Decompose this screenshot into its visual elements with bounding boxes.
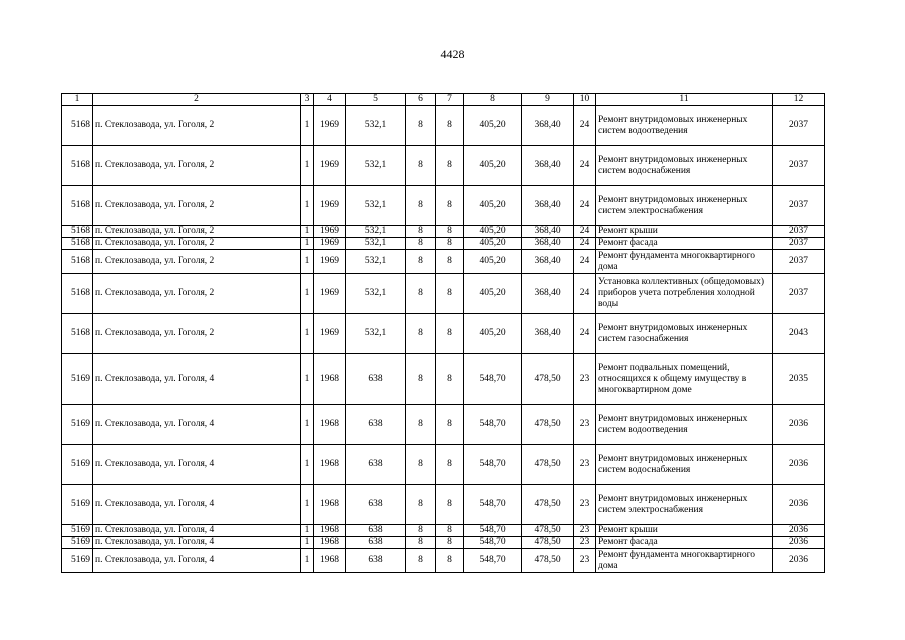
col9-cell: 368,40 bbox=[522, 250, 574, 274]
col10-cell: 24 bbox=[574, 238, 596, 250]
col9-cell: 478,50 bbox=[522, 485, 574, 525]
table-row bbox=[62, 445, 825, 485]
col3-cell: 1 bbox=[301, 537, 314, 549]
address-cell: п. Стеклозавода, ул. Гоголя, 4 bbox=[93, 485, 301, 525]
col8-cell: 548,70 bbox=[464, 549, 522, 573]
col7-cell: 8 bbox=[436, 314, 464, 354]
table-row bbox=[62, 186, 825, 226]
page-number: 4428 bbox=[440, 47, 465, 61]
header-cell: 3 bbox=[301, 94, 314, 106]
work-type-cell: Ремонт внутридомовых инженерных систем водоотведения bbox=[596, 106, 773, 146]
col3-cell: 1 bbox=[301, 525, 314, 537]
area-cell: 532,1 bbox=[346, 274, 406, 314]
col10-cell: 24 bbox=[574, 274, 596, 314]
address-cell: п. Стеклозавода, ул. Гоголя, 4 bbox=[93, 525, 301, 537]
area-cell: 638 bbox=[346, 549, 406, 573]
col6-cell: 8 bbox=[406, 250, 436, 274]
work-type-cell: Ремонт внутридомовых инженерных систем электроснабжения bbox=[596, 485, 773, 525]
col3-cell: 1 bbox=[301, 106, 314, 146]
col3-cell: 1 bbox=[301, 405, 314, 445]
col3-cell: 1 bbox=[301, 549, 314, 573]
table-row bbox=[62, 354, 825, 405]
object-id-cell: 5168 bbox=[62, 146, 93, 186]
address-cell: п. Стеклозавода, ул. Гоголя, 2 bbox=[93, 106, 301, 146]
object-id-cell: 5168 bbox=[62, 186, 93, 226]
col10-cell: 24 bbox=[574, 314, 596, 354]
col9-cell: 368,40 bbox=[522, 274, 574, 314]
col10-cell: 23 bbox=[574, 485, 596, 525]
address-cell: п. Стеклозавода, ул. Гоголя, 2 bbox=[93, 238, 301, 250]
year-planned-cell: 2036 bbox=[773, 405, 825, 445]
col3-cell: 1 bbox=[301, 186, 314, 226]
col3-cell: 1 bbox=[301, 250, 314, 274]
object-id-cell: 5169 bbox=[62, 354, 93, 405]
col8-cell: 405,20 bbox=[464, 146, 522, 186]
col7-cell: 8 bbox=[436, 354, 464, 405]
col7-cell: 8 bbox=[436, 445, 464, 485]
address-cell: п. Стеклозавода, ул. Гоголя, 4 bbox=[93, 445, 301, 485]
work-type-cell: Ремонт крыши bbox=[596, 525, 773, 537]
table-row bbox=[62, 106, 825, 146]
work-type-cell: Ремонт внутридомовых инженерных систем водоснабжения bbox=[596, 146, 773, 186]
col8-cell: 548,70 bbox=[464, 405, 522, 445]
table-body bbox=[62, 94, 825, 573]
col7-cell: 8 bbox=[436, 549, 464, 573]
col10-cell: 23 bbox=[574, 405, 596, 445]
col10-cell: 24 bbox=[574, 146, 596, 186]
object-id-cell: 5168 bbox=[62, 250, 93, 274]
address-cell: п. Стеклозавода, ул. Гоголя, 2 bbox=[93, 274, 301, 314]
col3-cell: 1 bbox=[301, 274, 314, 314]
col3-cell: 1 bbox=[301, 354, 314, 405]
area-cell: 532,1 bbox=[346, 250, 406, 274]
year-planned-cell: 2036 bbox=[773, 537, 825, 549]
area-cell: 638 bbox=[346, 445, 406, 485]
table-row bbox=[62, 146, 825, 186]
year-cell: 1968 bbox=[314, 549, 346, 573]
col3-cell: 1 bbox=[301, 445, 314, 485]
col7-cell: 8 bbox=[436, 274, 464, 314]
object-id-cell: 5168 bbox=[62, 274, 93, 314]
col6-cell: 8 bbox=[406, 314, 436, 354]
col7-cell: 8 bbox=[436, 485, 464, 525]
col3-cell: 1 bbox=[301, 485, 314, 525]
object-id-cell: 5168 bbox=[62, 226, 93, 238]
col6-cell: 8 bbox=[406, 354, 436, 405]
header-cell: 9 bbox=[522, 94, 574, 106]
col8-cell: 548,70 bbox=[464, 485, 522, 525]
work-type-cell: Ремонт внутридомовых инженерных систем газоснабжения bbox=[596, 314, 773, 354]
object-id-cell: 5169 bbox=[62, 537, 93, 549]
object-id-cell: 5169 bbox=[62, 485, 93, 525]
table-row bbox=[62, 537, 825, 549]
year-cell: 1969 bbox=[314, 186, 346, 226]
year-planned-cell: 2036 bbox=[773, 445, 825, 485]
table-row bbox=[62, 405, 825, 445]
col3-cell: 1 bbox=[301, 314, 314, 354]
col6-cell: 8 bbox=[406, 238, 436, 250]
address-cell: п. Стеклозавода, ул. Гоголя, 4 bbox=[93, 537, 301, 549]
col6-cell: 8 bbox=[406, 405, 436, 445]
object-id-cell: 5169 bbox=[62, 525, 93, 537]
area-cell: 638 bbox=[346, 485, 406, 525]
year-cell: 1969 bbox=[314, 146, 346, 186]
year-cell: 1968 bbox=[314, 405, 346, 445]
col6-cell: 8 bbox=[406, 226, 436, 238]
col3-cell: 1 bbox=[301, 226, 314, 238]
year-planned-cell: 2037 bbox=[773, 146, 825, 186]
col8-cell: 405,20 bbox=[464, 226, 522, 238]
col10-cell: 23 bbox=[574, 525, 596, 537]
col8-cell: 405,20 bbox=[464, 250, 522, 274]
col6-cell: 8 bbox=[406, 485, 436, 525]
area-cell: 532,1 bbox=[346, 238, 406, 250]
header-cell: 10 bbox=[574, 94, 596, 106]
col10-cell: 23 bbox=[574, 445, 596, 485]
col7-cell: 8 bbox=[436, 238, 464, 250]
table-row bbox=[62, 314, 825, 354]
year-planned-cell: 2037 bbox=[773, 274, 825, 314]
year-planned-cell: 2036 bbox=[773, 525, 825, 537]
header-cell: 6 bbox=[406, 94, 436, 106]
col6-cell: 8 bbox=[406, 525, 436, 537]
work-type-cell: Ремонт внутридомовых инженерных систем водоотведения bbox=[596, 405, 773, 445]
col6-cell: 8 bbox=[406, 186, 436, 226]
header-cell: 12 bbox=[773, 94, 825, 106]
col6-cell: 8 bbox=[406, 106, 436, 146]
object-id-cell: 5169 bbox=[62, 405, 93, 445]
table-row bbox=[62, 238, 825, 250]
area-cell: 532,1 bbox=[346, 226, 406, 238]
col7-cell: 8 bbox=[436, 226, 464, 238]
work-type-cell: Ремонт внутридомовых инженерных систем водоснабжения bbox=[596, 445, 773, 485]
capital-repair-table bbox=[61, 93, 825, 573]
col9-cell: 478,50 bbox=[522, 405, 574, 445]
year-planned-cell: 2035 bbox=[773, 354, 825, 405]
address-cell: п. Стеклозавода, ул. Гоголя, 2 bbox=[93, 186, 301, 226]
header-cell: 5 bbox=[346, 94, 406, 106]
col8-cell: 548,70 bbox=[464, 525, 522, 537]
year-planned-cell: 2037 bbox=[773, 250, 825, 274]
header-cell: 2 bbox=[93, 94, 301, 106]
year-planned-cell: 2036 bbox=[773, 549, 825, 573]
work-type-cell: Ремонт подвальных помещений, относящихся к общему имуществу в многоквартирном доме bbox=[596, 354, 773, 405]
col3-cell: 1 bbox=[301, 146, 314, 186]
col8-cell: 548,70 bbox=[464, 537, 522, 549]
header-cell: 11 bbox=[596, 94, 773, 106]
year-cell: 1968 bbox=[314, 445, 346, 485]
work-type-cell: Ремонт крыши bbox=[596, 226, 773, 238]
col10-cell: 23 bbox=[574, 354, 596, 405]
col3-cell: 1 bbox=[301, 238, 314, 250]
col10-cell: 23 bbox=[574, 549, 596, 573]
year-cell: 1968 bbox=[314, 525, 346, 537]
col6-cell: 8 bbox=[406, 274, 436, 314]
col8-cell: 405,20 bbox=[464, 186, 522, 226]
col10-cell: 23 bbox=[574, 537, 596, 549]
header-cell: 8 bbox=[464, 94, 522, 106]
work-type-cell: Ремонт фундамента многоквартирного дома bbox=[596, 549, 773, 573]
col9-cell: 368,40 bbox=[522, 146, 574, 186]
col7-cell: 8 bbox=[436, 405, 464, 445]
year-planned-cell: 2037 bbox=[773, 106, 825, 146]
year-cell: 1969 bbox=[314, 250, 346, 274]
header-row bbox=[62, 94, 825, 106]
header-cell: 1 bbox=[62, 94, 93, 106]
address-cell: п. Стеклозавода, ул. Гоголя, 2 bbox=[93, 226, 301, 238]
col9-cell: 478,50 bbox=[522, 525, 574, 537]
address-cell: п. Стеклозавода, ул. Гоголя, 4 bbox=[93, 549, 301, 573]
col10-cell: 24 bbox=[574, 106, 596, 146]
year-planned-cell: 2036 bbox=[773, 485, 825, 525]
area-cell: 638 bbox=[346, 537, 406, 549]
col9-cell: 368,40 bbox=[522, 226, 574, 238]
col6-cell: 8 bbox=[406, 445, 436, 485]
area-cell: 532,1 bbox=[346, 314, 406, 354]
address-cell: п. Стеклозавода, ул. Гоголя, 2 bbox=[93, 314, 301, 354]
year-planned-cell: 2037 bbox=[773, 238, 825, 250]
object-id-cell: 5169 bbox=[62, 445, 93, 485]
year-cell: 1969 bbox=[314, 314, 346, 354]
col9-cell: 478,50 bbox=[522, 549, 574, 573]
col10-cell: 24 bbox=[574, 226, 596, 238]
col9-cell: 368,40 bbox=[522, 186, 574, 226]
col7-cell: 8 bbox=[436, 537, 464, 549]
header-cell: 7 bbox=[436, 94, 464, 106]
year-planned-cell: 2037 bbox=[773, 226, 825, 238]
table-row bbox=[62, 250, 825, 274]
col8-cell: 405,20 bbox=[464, 274, 522, 314]
work-type-cell: Ремонт фасада bbox=[596, 238, 773, 250]
header-cell: 4 bbox=[314, 94, 346, 106]
table-row bbox=[62, 485, 825, 525]
table-row bbox=[62, 274, 825, 314]
col9-cell: 368,40 bbox=[522, 106, 574, 146]
work-type-cell: Установка коллективных (общедомовых) приборов учета потребления холодной воды bbox=[596, 274, 773, 314]
work-type-cell: Ремонт фасада bbox=[596, 537, 773, 549]
col10-cell: 24 bbox=[574, 186, 596, 226]
col7-cell: 8 bbox=[436, 186, 464, 226]
col9-cell: 478,50 bbox=[522, 354, 574, 405]
object-id-cell: 5168 bbox=[62, 238, 93, 250]
table-row bbox=[62, 549, 825, 573]
object-id-cell: 5169 bbox=[62, 549, 93, 573]
year-cell: 1969 bbox=[314, 274, 346, 314]
year-cell: 1968 bbox=[314, 485, 346, 525]
area-cell: 638 bbox=[346, 405, 406, 445]
col7-cell: 8 bbox=[436, 250, 464, 274]
col7-cell: 8 bbox=[436, 525, 464, 537]
work-type-cell: Ремонт внутридомовых инженерных систем электроснабжения bbox=[596, 186, 773, 226]
object-id-cell: 5168 bbox=[62, 314, 93, 354]
year-planned-cell: 2043 bbox=[773, 314, 825, 354]
area-cell: 532,1 bbox=[346, 146, 406, 186]
address-cell: п. Стеклозавода, ул. Гоголя, 4 bbox=[93, 405, 301, 445]
col8-cell: 548,70 bbox=[464, 445, 522, 485]
area-cell: 532,1 bbox=[346, 106, 406, 146]
address-cell: п. Стеклозавода, ул. Гоголя, 4 bbox=[93, 354, 301, 405]
year-planned-cell: 2037 bbox=[773, 186, 825, 226]
col8-cell: 548,70 bbox=[464, 354, 522, 405]
col9-cell: 368,40 bbox=[522, 238, 574, 250]
col8-cell: 405,20 bbox=[464, 238, 522, 250]
col7-cell: 8 bbox=[436, 146, 464, 186]
table-row bbox=[62, 525, 825, 537]
year-cell: 1968 bbox=[314, 537, 346, 549]
col10-cell: 24 bbox=[574, 250, 596, 274]
col8-cell: 405,20 bbox=[464, 106, 522, 146]
col8-cell: 405,20 bbox=[464, 314, 522, 354]
col7-cell: 8 bbox=[436, 106, 464, 146]
year-cell: 1968 bbox=[314, 354, 346, 405]
area-cell: 638 bbox=[346, 525, 406, 537]
col6-cell: 8 bbox=[406, 537, 436, 549]
object-id-cell: 5168 bbox=[62, 106, 93, 146]
work-type-cell: Ремонт фундамента многоквартирного дома bbox=[596, 250, 773, 274]
table-row bbox=[62, 226, 825, 238]
col9-cell: 478,50 bbox=[522, 537, 574, 549]
col6-cell: 8 bbox=[406, 146, 436, 186]
year-cell: 1969 bbox=[314, 226, 346, 238]
area-cell: 638 bbox=[346, 354, 406, 405]
col6-cell: 8 bbox=[406, 549, 436, 573]
address-cell: п. Стеклозавода, ул. Гоголя, 2 bbox=[93, 146, 301, 186]
area-cell: 532,1 bbox=[346, 186, 406, 226]
year-cell: 1969 bbox=[314, 238, 346, 250]
year-cell: 1969 bbox=[314, 106, 346, 146]
col9-cell: 368,40 bbox=[522, 314, 574, 354]
col9-cell: 478,50 bbox=[522, 445, 574, 485]
address-cell: п. Стеклозавода, ул. Гоголя, 2 bbox=[93, 250, 301, 274]
